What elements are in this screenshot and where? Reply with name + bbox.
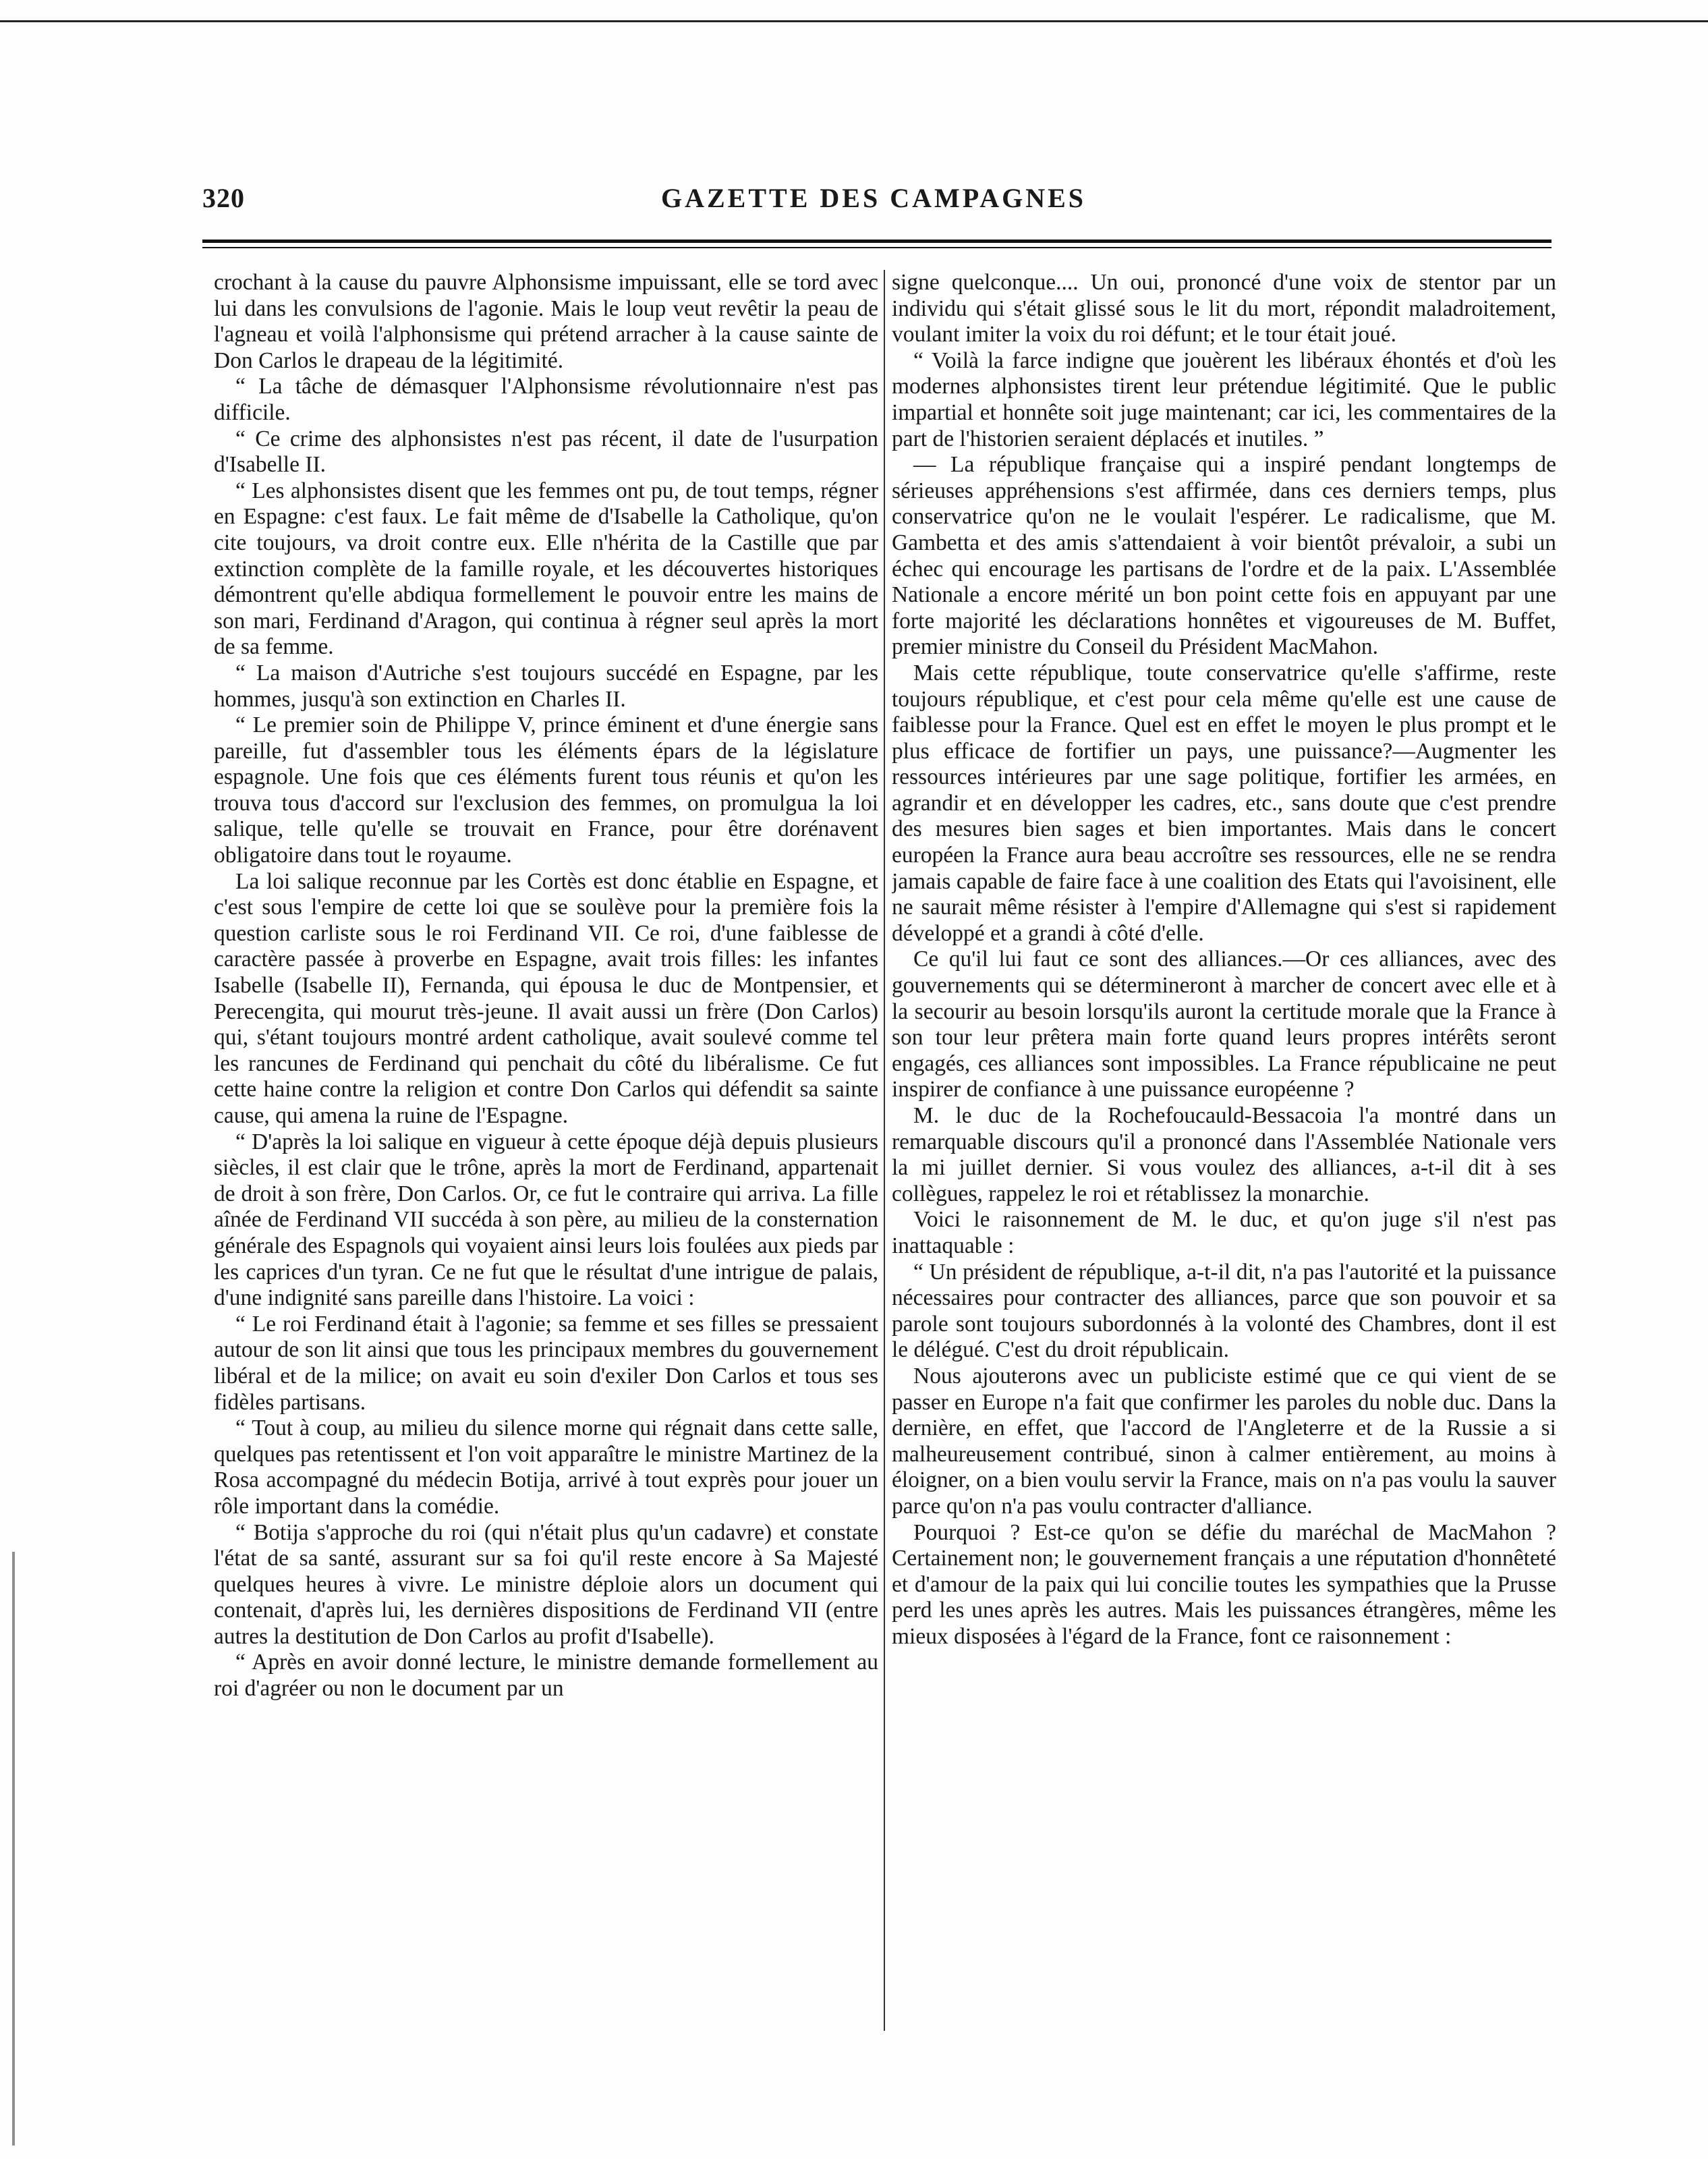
left-paragraph: “ Les alphonsistes disent que les femmes ont pu, de tout temps, régner en Espagne: c'est faux. Le fait même de d'Isabelle la Catholique, qu'on cite toujours, va droit contre eux. Elle n'hérita de la Castille que par extinction complète de la famille royale, et les découvertes historiques démontrent qu'elle abdiqua formellement le pouvoir entre les mains de son mari, Ferdinand d'Aragon, qui continua à régner seul après la mort de sa femme.: [214, 478, 878, 660]
right-paragraph: “ Un président de république, a-t-il dit, n'a pas l'autorité et la puissance nécessaires pour contracter des alliances, parce que son pouvoir et sa parole sont toujours subordonnés à la volonté des Chambres, dont il est le délégué. C'est du droit républicain.: [892, 1259, 1556, 1363]
right-paragraph: Pourquoi ? Est-ce qu'on se défie du maréchal de MacMahon ? Certainement non; le gouvernement français a une réputation d'honnêteté et d'amour de la paix qui lui concilie toutes les sympathies que la Prusse perd les unes après les autres. Mais les puissances étrangères, même les mieux disposées à l'égard de la France, font ce raisonnement :: [892, 1519, 1556, 1649]
left-paragraph: “ D'après la loi salique en vigueur à cette époque déjà depuis plusieurs siècles, il est clair que le trône, après la mort de Ferdinand, appartenait de droit à son frère, Don Carlos. Or, ce fut le contraire qui arriva. La fille aînée de Ferdinand VII succéda à son père, au milieu de la consternation générale des Espagnols qui voyaient ainsi leurs lois foulées aux pieds par les caprices d'un tyran. Ce ne fut que le résultat d'une intrigue de palais, d'une indignité sans pareille dans l'histoire. La voici :: [214, 1129, 878, 1311]
top-edge-rule: [0, 20, 1708, 22]
left-paragraph: crochant à la cause du pauvre Alphonsisme impuissant, elle se tord avec lui dans les convulsions de l'agonie. Mais le loup veut revêtir la peau de l'agneau et voilà l'alphonsisme qui prétend arracher à la cause sainte de Don Carlos le drapeau de la légitimité.: [214, 270, 878, 373]
journal-title: GAZETTE DES CAMPAGNES: [661, 183, 1087, 213]
right-paragraph: Mais cette république, toute conservatrice qu'elle s'affirme, reste toujours république, et c'est pour cela même qu'elle est une cause de faiblesse pour la France. Quel est en effet le moyen le plus prompt et le plus efficace de fortifier un pays, une puissance?—Augmenter les ressources intérieures par une sage politique, fortifier les armées, en agrandir et en développer les cadres, etc., sans doute que c'est prendre des mesures bien sages et bien importantes. Mais dans le concert européen la France aura beau accroître ses ressources, elle ne se rendra jamais capable de faire face à une coalition des Etats qui l'avoisinent, elle ne saurait même résister à l'empire d'Allemagne qui s'est si rapidement développé et a grandi à côté d'elle.: [892, 660, 1556, 946]
left-paragraph: “ La tâche de démasquer l'Alphonsisme révolutionnaire n'est pas difficile.: [214, 374, 878, 425]
page-number: 320: [202, 183, 245, 213]
page-header: [202, 182, 1552, 223]
left-paragraph: “ Botija s'approche du roi (qui n'était plus qu'un cadavre) et constate l'état de sa santé, assurant sur sa foi qu'il reste encore à Sa Majesté quelques heures à vivre. Le ministre déploie alors un document qui contenait, d'après lui, les dernières dispositions de Ferdinand VII (entre autres la destitution de Don Carlos au profit d'Isabelle).: [214, 1519, 878, 1649]
right-paragraph: signe quelconque.... Un oui, prononcé d'une voix de stentor par un individu qui s'était glissé sous le lit du mort, répondit maladroitement, voulant imiter la voix du roi défunt; et le tour était joué.: [892, 270, 1556, 347]
left-paragraph: “ Ce crime des alphonsistes n'est pas récent, il date de l'usurpation d'Isabelle II.: [214, 426, 878, 478]
left-paragraph: “ Le roi Ferdinand était à l'agonie; sa femme et ses filles se pressaient autour de son lit ainsi que tous les principaux membres du gouvernement libéral et de la milice; on avait eu soin d'exiler Don Carlos et tous ses fidèles partisans.: [214, 1311, 878, 1415]
left-paragraph: “ La maison d'Autriche s'est toujours succédé en Espagne, par les hommes, jusqu'à son extinction en Charles II.: [214, 660, 878, 712]
left-paragraph: La loi salique reconnue par les Cortès est donc établie en Espagne, et c'est sous l'empire de cette loi que se soulève pour la première fois la question carliste sous le roi Ferdinand VII. Ce roi, d'une faiblesse de caractère passée à proverbe en Espagne, avait trois filles: les infantes Isabelle (Isabelle II), Fernanda, qui épousa le duc de Montpensier, et Perecengita, qui mourut très-jeune. Il avait aussi un frère (Don Carlos) qui, s'étant toujours montré ardent catholique, avait soulevé comme tel les rancunes de Ferdinand qui penchait du côté du libéralisme. Ce fut cette haine contre la religion et contre Don Carlos qui défendit sa sainte cause, qui amena la ruine de l'Espagne.: [214, 868, 878, 1128]
right-paragraph: — La république française qui a inspiré pendant longtemps de sérieuses appréhensions s'est affirmée, dans ces derniers temps, plus conservatrice qu'on ne le voulait l'espérer. Le radicalisme, que M. Gambetta et des amis s'attendaient à voir bientôt prévaloir, a subi un échec qui encourage les partisans de l'ordre et de la paix. L'Assemblée Nationale a encore mérité un bon point cette fois en appuyant par une forte majorité les déclarations honnêtes et vigoureuses de M. Buffet, premier ministre du Conseil du Président MacMahon.: [892, 452, 1556, 660]
right-column: [892, 270, 1556, 2031]
binding-edge-mark: [12, 1552, 15, 2146]
right-paragraph: Ce qu'il lui faut ce sont des alliances.—Or ces alliances, avec des gouvernements qui se détermineront à marcher de concert avec elle et à la secourir au besoin lorsqu'ils auront la certitude morale que la France à son tour leur prêtera main forte quand leurs propres intérêts seront engagés, ces alliances sont impossibles. La France républicaine ne peut inspirer de confiance à une puissance européenne ?: [892, 947, 1556, 1102]
right-paragraph: M. le duc de la Rochefoucauld-Bessacoia l'a montré dans un remarquable discours qu'il a prononcé dans l'Assemblée Nationale vers la mi juillet dernier. Si vous voulez des alliances, a-t-il dit à ses collègues, rappelez le roi et rétablissez la monarchie.: [892, 1103, 1556, 1206]
left-paragraph: “ Après en avoir donné lecture, le ministre demande formellement au roi d'agréer ou non le document par un: [214, 1650, 878, 1702]
right-paragraph: Nous ajouterons avec un publiciste estimé que ce qui vient de se passer en Europe n'a fait que confirmer les paroles du noble duc. Dans la dernière, en effet, que l'accord de l'Angleterre et de la Russie a si malheureusement contribué, sinon à calmer entièrement, au moins à éloigner, on a bien voulu servir la France, mais on n'a pas voulu la sauver parce qu'on n'a pas voulu contracter d'alliance.: [892, 1363, 1556, 1519]
left-column: [214, 270, 878, 2031]
right-paragraph: “ Voilà la farce indigne que jouèrent les libéraux éhontés et d'où les modernes alphonsistes tirent leur prétendue légitimité. Que le public impartial et honnête soit juge maintenant; car ici, les commentaires de la part de l'historien seraient déplacés et inutiles. ”: [892, 347, 1556, 451]
left-paragraph: “ Tout à coup, au milieu du silence morne qui régnait dans cette salle, quelques pas retentissent et l'on voit apparaître le ministre Martinez de la Rosa accompagné du médecin Botija, arrivé à tout exprès pour jouer un rôle important dans la comédie.: [214, 1415, 878, 1519]
header-rule-thin: [202, 247, 1552, 248]
header-rule-thick: [202, 240, 1552, 243]
column-divider: [884, 270, 885, 2031]
left-paragraph: “ Le premier soin de Philippe V, prince éminent et d'une énergie sans pareille, fut d'assembler tous les éléments épars de la législature espagnole. Une fois que ces éléments furent tous réunis et qu'on les trouva tous d'accord sur l'exclusion des femmes, on promulgua la loi salique, telle qu'elle se trouvait en France, pour être dorénavent obligatoire dans tout le royaume.: [214, 712, 878, 868]
right-paragraph: Voici le raisonnement de M. le duc, et qu'on juge s'il n'est pas inattaquable :: [892, 1207, 1556, 1258]
